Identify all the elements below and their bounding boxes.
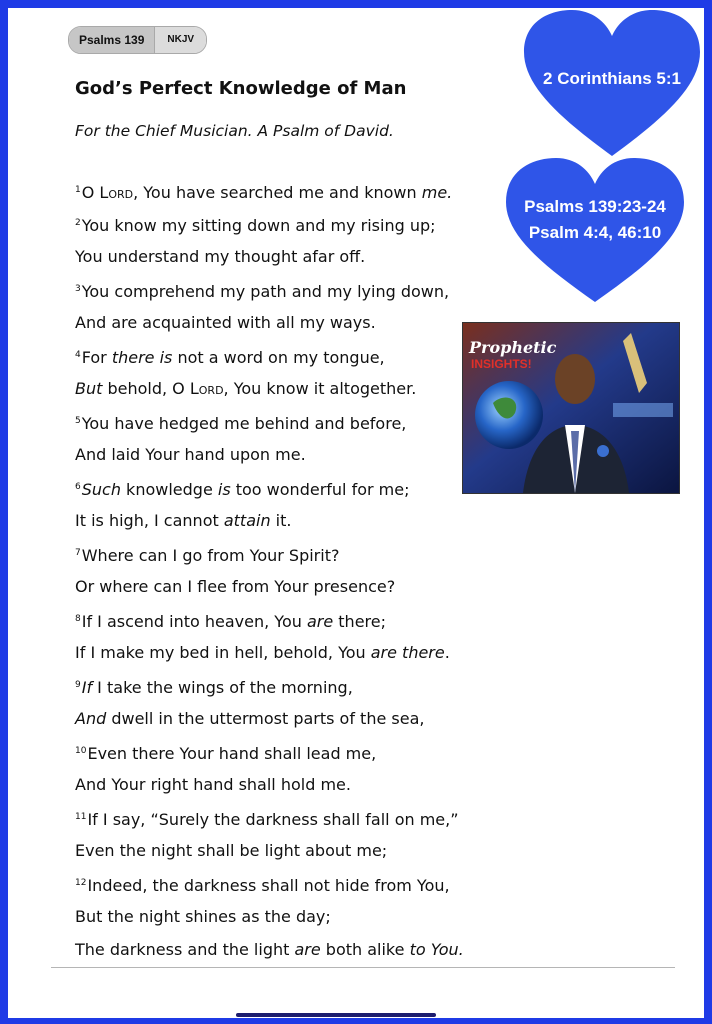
verse-text: O — [81, 183, 100, 202]
verse-text: I take the wings of the morning, — [92, 678, 353, 697]
verse-line — [75, 471, 495, 504]
verse-text: You know my sitting down and my rising up; — [81, 216, 436, 235]
video-logo-line1: Prophetic — [469, 338, 557, 357]
verse-number: 8 — [75, 614, 81, 624]
verse-text: If I make my bed in hell, behold, You — [75, 643, 371, 662]
verse-text: too wonderful for me; — [230, 480, 410, 499]
verse-number: 1 — [75, 185, 81, 195]
verse-text: If I say, “Surely the darkness shall fall on me,” — [87, 810, 459, 829]
verse-line — [75, 405, 495, 438]
video-thumbnail[interactable] — [462, 322, 680, 494]
verse-text: , You have searched me and known — [133, 183, 422, 202]
version-label[interactable]: NKJV — [154, 27, 206, 53]
verse-line — [75, 372, 495, 405]
verse-text: it. — [270, 511, 292, 530]
verse-number: 7 — [75, 548, 81, 558]
chapter-label[interactable]: Psalms 139 — [69, 27, 154, 53]
verse-line — [75, 702, 495, 735]
verse-line — [75, 768, 495, 801]
verse-line — [75, 570, 495, 603]
verse-text: But — [75, 379, 103, 398]
verse-number: 4 — [75, 350, 81, 360]
verse-line — [75, 273, 495, 306]
verse-number: 3 — [75, 284, 81, 294]
verse-number: 12 — [75, 878, 87, 888]
verse-text: If — [81, 678, 93, 697]
verse-text: You comprehend my path and my lying down, — [81, 282, 450, 301]
presenter-head — [555, 354, 595, 404]
verse-line — [75, 801, 495, 834]
verse-text: Even the night shall be light about me; — [75, 841, 388, 860]
verse-line — [75, 339, 495, 372]
verse-text: . — [444, 643, 450, 662]
verse-line — [75, 867, 495, 900]
verse-text: not a word on my tongue, — [172, 348, 385, 367]
verse-text: Or where can I flee from Your presence? — [75, 577, 396, 596]
verse-line — [75, 669, 495, 702]
video-illustration — [463, 323, 679, 493]
verse-text: Lord — [99, 183, 134, 202]
verse-line — [75, 735, 495, 768]
verse-text: attain — [223, 511, 271, 530]
verse-line — [75, 504, 495, 537]
verse-number: 6 — [75, 482, 81, 492]
verse-text: there; — [333, 612, 386, 631]
verse-text: there is — [111, 348, 173, 367]
verse-number: 2 — [75, 218, 81, 228]
verse-number: 5 — [75, 416, 81, 426]
verse-text: If I ascend into heaven, You — [81, 612, 307, 631]
verse-number: 9 — [75, 680, 81, 690]
verse-text: me. — [421, 183, 453, 202]
verse-text: For — [81, 348, 112, 367]
verse-text: , You know it altogether. — [223, 379, 417, 398]
verse-line — [75, 603, 495, 636]
verse-text: It is high, I cannot — [75, 511, 224, 530]
verse-text: dwell in the uttermost parts of the sea, — [106, 709, 425, 728]
verse-text: But the night shines as the day; — [75, 907, 331, 926]
verse-text: both alike — [320, 940, 410, 959]
verse-text: Even there Your hand shall lead me, — [87, 744, 377, 763]
bottom-divider — [51, 967, 675, 968]
verse-line — [75, 636, 495, 669]
verse-text: Where can I go from Your Spirit? — [81, 546, 340, 565]
verse-text: knowledge — [120, 480, 218, 499]
verse-line — [75, 240, 495, 273]
verse-text: And Your right hand shall hold me. — [75, 775, 351, 794]
verse-line — [75, 537, 495, 570]
verse-text: Such — [81, 480, 121, 499]
verse-text: Lord — [189, 379, 224, 398]
verse-text: And — [75, 709, 107, 728]
verse-line — [75, 174, 495, 207]
verse-text: And are acquainted with all my ways. — [75, 313, 376, 332]
chapter-version-pill[interactable] — [68, 26, 207, 54]
heart-reference-2 — [502, 156, 688, 306]
section-heading: God’s Perfect Knowledge of Man — [75, 78, 407, 99]
verse-text: is — [217, 480, 231, 499]
verse-line — [75, 933, 495, 966]
verse-text: are there — [370, 643, 445, 662]
verse-text: And laid Your hand upon me. — [75, 445, 306, 464]
verse-text: are — [306, 612, 334, 631]
heart-reference-1 — [520, 8, 704, 160]
heart-1-text: 2 Corinthians 5:1 — [543, 69, 681, 88]
home-indicator[interactable] — [236, 1013, 436, 1017]
verse-line — [75, 900, 495, 933]
verse-text: The darkness and the light — [75, 940, 295, 959]
verse-text: Indeed, the darkness shall not hide from You, — [87, 876, 450, 895]
verse-text: are — [294, 940, 321, 959]
verse-list — [75, 174, 495, 966]
verse-text: You have hedged me behind and before, — [81, 414, 407, 433]
psalm-subtitle: For the Chief Musician. A Psalm of David. — [75, 122, 394, 140]
verse-line — [75, 207, 495, 240]
video-logo-line2: INSIGHTS! — [471, 357, 532, 371]
verse-line — [75, 834, 495, 867]
verse-text: You understand my thought afar off. — [75, 247, 366, 266]
heart-2-line1: Psalms 139:23-24 — [524, 197, 666, 216]
verse-text: behold, O — [102, 379, 190, 398]
verse-line — [75, 306, 495, 339]
heart-2-line2: Psalm 4:4, 46:10 — [528, 223, 662, 242]
verse-line — [75, 438, 495, 471]
verse-number: 11 — [75, 812, 87, 822]
verse-number: 10 — [75, 746, 87, 756]
verse-text: to You. — [409, 940, 464, 959]
